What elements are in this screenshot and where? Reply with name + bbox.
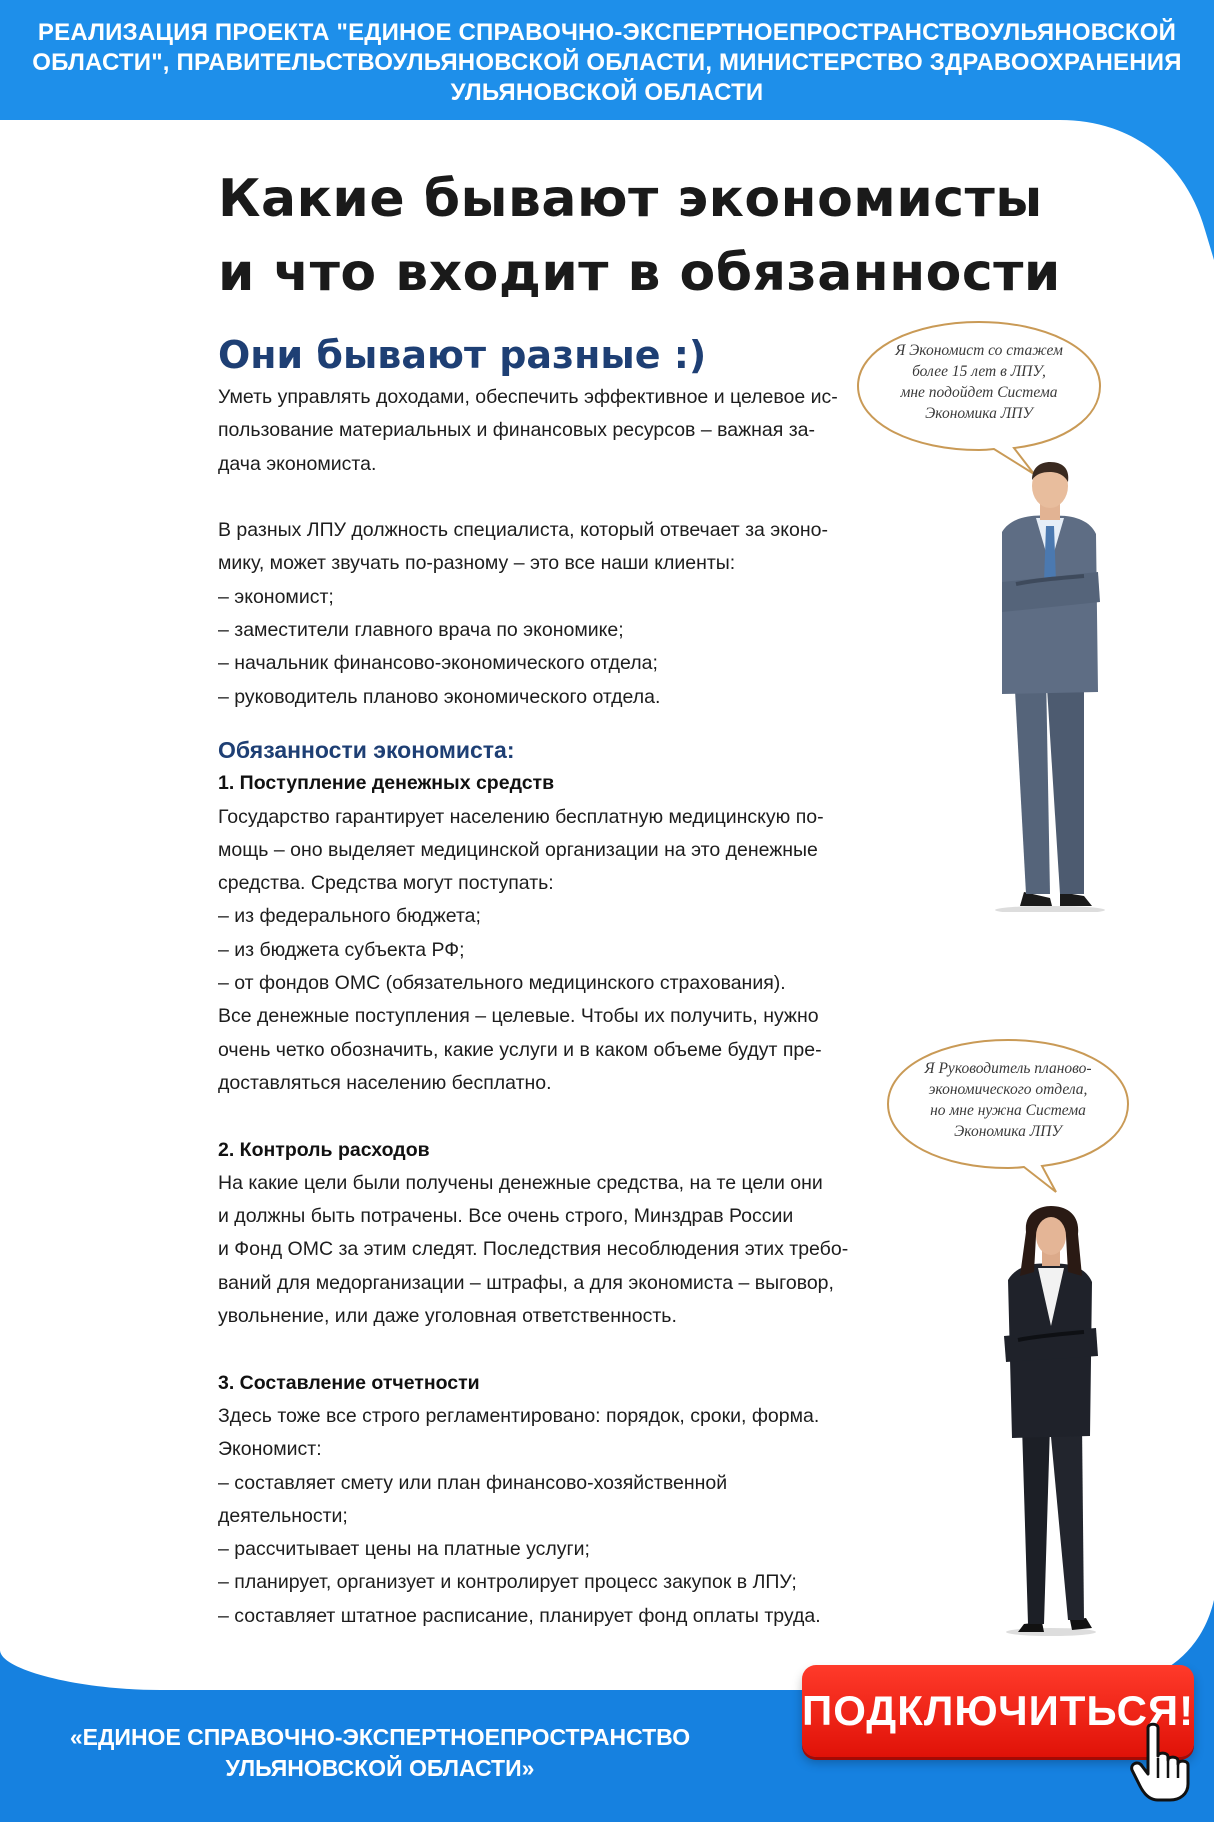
article-body: [218, 381, 858, 1633]
text-line: ваний для медорганизации – штрафы, а для экономиста – выговор,: [218, 1271, 834, 1294]
speech-bubble-head-of-dept: [884, 1036, 1132, 1196]
bubble-line: Экономика ЛПУ: [925, 405, 1033, 422]
text-line: пользование материальных и финансовых ресурсов – важная за-: [218, 419, 815, 442]
hand-pointer-icon: [1128, 1722, 1194, 1802]
list-item: – составляет штатное расписание, планирует фонд оплаты труда.: [218, 1604, 821, 1627]
text-line: очень четко обозначить, какие услуги и в каком объеме будут пре-: [218, 1038, 822, 1061]
text-line: Экономист:: [218, 1438, 322, 1461]
text-line: и должны быть потрачены. Все очень строго, Минздрав России: [218, 1205, 794, 1228]
bubble-line: Я Экономист со стажем: [895, 342, 1063, 359]
bubble-line: более 15 лет в ЛПУ,: [912, 363, 1046, 380]
banner-line: ОБЛАСТИ", ПРАВИТЕЛЬСТВОУЛЬЯНОВСКОЙ ОБЛАСТИ, МИНИСТЕРСТВО ЗДРАВООХРАНЕНИЯ: [32, 49, 1182, 76]
businessman-image: [980, 462, 1120, 912]
text-line: деятельности;: [218, 1504, 348, 1527]
text-line: дача экономиста.: [218, 452, 377, 475]
list-item: – экономист;: [218, 585, 334, 608]
list-item: – из бюджета субъекта РФ;: [218, 938, 465, 961]
list-item: – планирует, организует и контролирует процесс закупок в ЛПУ;: [218, 1571, 797, 1594]
title-line: Какие бывают экономисты: [218, 169, 1043, 229]
duty-heading: 3. Составление отчетности: [218, 1371, 480, 1394]
duty-reporting: [218, 1367, 858, 1633]
banner-line: РЕАЛИЗАЦИЯ ПРОЕКТА "ЕДИНОЕ СПРАВОЧНО-ЭКСПЕРТНОЕПРОСТРАНСТВОУЛЬЯНОВСКОЙ: [37, 19, 1177, 46]
text-line: Уметь управлять доходами, обеспечить эффективное и целевое ис-: [218, 386, 838, 408]
roles-paragraph: [218, 514, 858, 714]
intro-paragraph: [218, 381, 858, 481]
list-item: – заместители главного врача по экономике;: [218, 619, 624, 642]
text-line: Здесь тоже все строго регламентировано: порядок, сроки, форма.: [218, 1404, 820, 1427]
text-line: Все денежные поступления – целевые. Чтобы их получить, нужно: [218, 1005, 819, 1028]
text-line: В разных ЛПУ должность специалиста, который отвечает за эконо-: [218, 519, 828, 542]
text-line: На какие цели были получены денежные средства, на те цели они: [218, 1171, 823, 1194]
list-item: – от фондов ОМС (обязательного медицинского страхования).: [218, 972, 786, 995]
text-line: доставляться населению бесплатно.: [218, 1071, 552, 1094]
list-item: – из федерального бюджета;: [218, 905, 481, 928]
project-banner: [0, 0, 1214, 120]
bubble-line: мне подойдет Система: [900, 384, 1058, 401]
bubble-line: Экономика ЛПУ: [954, 1123, 1062, 1140]
banner-line: УЛЬЯНОВСКОЙ ОБЛАСТИ: [450, 79, 764, 106]
bubble-line: экономического отдела,: [928, 1081, 1088, 1098]
page-title: [218, 162, 1061, 310]
subtitle: Они бывают разные :): [218, 333, 707, 377]
list-item: – составляет смету или план финансово-хозяйственной: [218, 1471, 728, 1494]
duty-expenses: [218, 1134, 858, 1334]
footer-slogan: [40, 1722, 720, 1784]
text-line: средства. Средства могут поступать:: [218, 872, 554, 895]
footer-line: «ЕДИНОЕ СПРАВОЧНО-ЭКСПЕРТНОЕПРОСТРАНСТВО: [69, 1724, 691, 1750]
list-item: – начальник финансово-экономического отдела;: [218, 652, 658, 675]
businesswoman-image: [986, 1206, 1116, 1636]
list-item: – руководитель планово экономического отдела.: [218, 685, 661, 708]
speech-bubble-economist: [854, 318, 1104, 478]
duty-heading: 1. Поступление денежных средств: [218, 772, 555, 795]
text-line: мику, может звучать по-разному – это все наши клиенты:: [218, 552, 736, 575]
duty-income: [218, 767, 858, 1100]
duty-heading: 2. Контроль расходов: [218, 1138, 430, 1161]
duties-heading: Обязанности экономиста:: [218, 736, 515, 763]
bubble-line: Я Руководитель планово-: [924, 1060, 1092, 1077]
text-line: Государство гарантирует населению бесплатную медицинскую по-: [218, 805, 824, 828]
list-item: – рассчитывает цены на платные услуги;: [218, 1538, 590, 1561]
text-line: мощь – оно выделяет медицинской организации на это денежные: [218, 838, 818, 861]
text-line: и Фонд ОМС за этим следят. Последствия несоблюдения этих требо-: [218, 1238, 849, 1261]
connect-button[interactable]: ПОДКЛЮЧИТЬСЯ!: [802, 1665, 1194, 1757]
title-line: и что входит в обязанности: [218, 243, 1061, 303]
text-line: увольнение, или даже уголовная ответственность.: [218, 1305, 677, 1328]
footer-line: УЛЬЯНОВСКОЙ ОБЛАСТИ»: [225, 1755, 535, 1781]
bubble-line: но мне нужна Система: [930, 1102, 1086, 1119]
